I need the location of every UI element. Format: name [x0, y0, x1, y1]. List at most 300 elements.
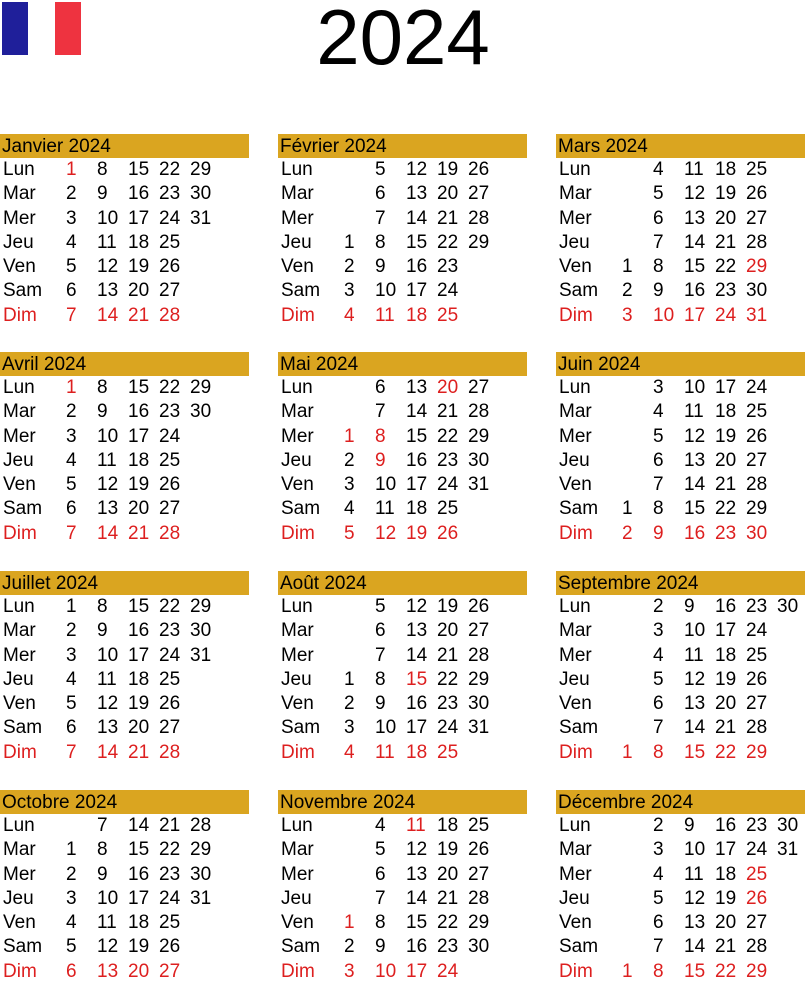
day-cell: 23: [715, 522, 737, 544]
day-cell: 19: [128, 693, 150, 715]
day-cell: 6: [653, 912, 664, 934]
day-cell: 10: [684, 839, 706, 861]
day-cell: 23: [159, 620, 181, 642]
day-cell: 19: [715, 183, 737, 205]
day-cell: 16: [715, 815, 737, 836]
day-cell: 15: [128, 159, 150, 180]
day-cell: 22: [159, 596, 181, 617]
day-cell: 19: [715, 887, 737, 909]
day-cell: 8: [653, 960, 664, 982]
day-cell: 18: [715, 863, 737, 885]
day-cell: 12: [406, 596, 428, 617]
day-cell: 23: [715, 280, 737, 302]
day-cell: 27: [159, 960, 181, 982]
day-label: Dim: [559, 304, 593, 326]
week-day-row: [278, 692, 527, 716]
week-day-row: [556, 376, 805, 400]
day-cell: 29: [468, 425, 490, 447]
day-label: Jeu: [3, 449, 34, 471]
day-label: Dim: [3, 304, 37, 326]
day-label: Sam: [559, 498, 599, 520]
day-cell: 17: [684, 304, 706, 326]
day-cell: 24: [159, 425, 181, 447]
day-cell: 25: [746, 863, 768, 885]
week-day-row: [0, 207, 249, 231]
week-day-row: [278, 304, 527, 328]
day-cell: 20: [437, 620, 459, 642]
week-day-row: [0, 863, 249, 887]
day-label: Sam: [559, 936, 599, 958]
week-day-row: [278, 522, 527, 546]
day-label: Sam: [3, 280, 43, 302]
day-cell: 8: [653, 498, 664, 520]
day-cell: 25: [468, 815, 490, 836]
day-cell: 14: [97, 741, 119, 763]
day-label: Mer: [3, 425, 36, 447]
day-cell: 29: [190, 596, 212, 617]
day-cell: 21: [715, 474, 737, 496]
day-label: Jeu: [3, 887, 34, 909]
month-header: Mars 2024: [556, 134, 805, 158]
day-cell: 15: [128, 839, 150, 861]
day-cell: 25: [746, 159, 768, 180]
day-cell: 14: [684, 231, 706, 253]
day-cell: 15: [406, 231, 428, 253]
day-cell: 7: [653, 474, 664, 496]
day-cell: 13: [684, 449, 706, 471]
day-cell: 4: [344, 304, 355, 326]
day-cell: 3: [66, 207, 77, 229]
week-day-row: [556, 279, 805, 303]
day-cell: 27: [468, 377, 490, 398]
day-cell: 3: [653, 377, 664, 398]
day-cell: 20: [715, 207, 737, 229]
day-cell: 14: [406, 207, 428, 229]
day-cell: 6: [653, 207, 664, 229]
week-day-row: [556, 400, 805, 424]
week-day-row: [556, 716, 805, 740]
day-cell: 1: [66, 159, 77, 180]
week-day-row: [278, 814, 527, 838]
month-header: Juillet 2024: [0, 571, 249, 595]
month-header: Février 2024: [278, 134, 527, 158]
day-cell: 9: [684, 815, 695, 836]
day-label: Lun: [559, 596, 591, 617]
day-cell: 4: [344, 741, 355, 763]
day-cell: 26: [746, 668, 768, 690]
day-cell: 20: [128, 280, 150, 302]
week-day-row: [556, 644, 805, 668]
day-label: Mar: [3, 401, 36, 423]
day-cell: 27: [468, 183, 490, 205]
day-cell: 15: [406, 425, 428, 447]
day-cell: 19: [128, 256, 150, 278]
day-cell: 13: [406, 377, 428, 398]
day-label: Dim: [281, 741, 315, 763]
month-block: [0, 134, 249, 344]
day-cell: 29: [190, 159, 212, 180]
day-cell: 25: [159, 449, 181, 471]
week-day-row: [278, 182, 527, 206]
day-cell: 2: [66, 863, 77, 885]
day-label: Jeu: [559, 449, 590, 471]
week-day-row: [0, 887, 249, 911]
week-day-row: [556, 838, 805, 862]
day-cell: 28: [159, 741, 181, 763]
day-cell: 6: [375, 620, 386, 642]
day-cell: 10: [653, 304, 675, 326]
day-cell: 16: [128, 620, 150, 642]
week-day-row: [0, 644, 249, 668]
month-block: [0, 571, 249, 781]
day-cell: 4: [66, 912, 77, 934]
day-cell: 11: [375, 498, 395, 520]
day-cell: 28: [746, 936, 768, 958]
day-cell: 16: [715, 596, 737, 617]
week-day-row: [278, 887, 527, 911]
week-day-row: [278, 960, 527, 984]
day-label: Mer: [559, 863, 592, 885]
day-label: Sam: [3, 717, 43, 739]
day-cell: 7: [375, 401, 386, 423]
day-cell: 14: [406, 401, 428, 423]
day-cell: 23: [746, 596, 768, 617]
day-cell: 4: [653, 401, 664, 423]
day-cell: 17: [715, 377, 737, 398]
week-day-row: [278, 716, 527, 740]
day-cell: 13: [97, 960, 119, 982]
day-cell: 2: [344, 693, 355, 715]
week-day-row: [0, 692, 249, 716]
day-cell: 10: [97, 207, 119, 229]
week-day-row: [556, 863, 805, 887]
day-cell: 8: [97, 596, 108, 617]
day-cell: 15: [406, 912, 428, 934]
day-cell: 1: [344, 912, 355, 934]
day-cell: 11: [684, 644, 704, 666]
day-cell: 28: [159, 522, 181, 544]
day-label: Ven: [559, 474, 592, 496]
day-cell: 8: [375, 668, 386, 690]
day-cell: 21: [437, 644, 459, 666]
day-cell: 11: [684, 401, 704, 423]
day-cell: 27: [746, 693, 768, 715]
day-cell: 11: [97, 668, 117, 690]
day-cell: 28: [746, 474, 768, 496]
day-cell: 17: [715, 620, 737, 642]
day-cell: 8: [375, 425, 386, 447]
day-cell: 13: [97, 280, 119, 302]
day-cell: 27: [468, 620, 490, 642]
day-cell: 23: [746, 815, 768, 836]
week-day-row: [0, 449, 249, 473]
day-cell: 16: [406, 936, 428, 958]
week-day-row: [0, 279, 249, 303]
day-cell: 20: [437, 863, 459, 885]
day-cell: 5: [653, 668, 664, 690]
month-header: Octobre 2024: [0, 790, 249, 814]
day-label: Mar: [281, 620, 314, 642]
day-cell: 21: [715, 936, 737, 958]
day-cell: 5: [66, 256, 77, 278]
week-day-row: [0, 255, 249, 279]
week-day-row: [0, 376, 249, 400]
day-cell: 27: [746, 449, 768, 471]
day-label: Mer: [3, 863, 36, 885]
day-cell: 26: [746, 183, 768, 205]
day-cell: 3: [344, 717, 355, 739]
day-cell: 18: [406, 498, 428, 520]
day-cell: 30: [190, 401, 212, 423]
day-cell: 5: [375, 596, 386, 617]
week-day-row: [278, 863, 527, 887]
month-block: [556, 790, 805, 1000]
week-day-row: [0, 231, 249, 255]
day-cell: 27: [159, 280, 181, 302]
month-block: [0, 790, 249, 1000]
week-day-row: [0, 158, 249, 182]
day-cell: 2: [622, 280, 633, 302]
day-label: Jeu: [281, 887, 312, 909]
day-label: Mer: [559, 207, 592, 229]
day-label: Mar: [281, 183, 314, 205]
day-cell: 4: [66, 668, 77, 690]
day-cell: 21: [128, 741, 150, 763]
day-cell: 24: [159, 207, 181, 229]
month-block: [556, 134, 805, 344]
day-cell: 7: [375, 644, 386, 666]
week-day-row: [278, 449, 527, 473]
day-cell: 28: [190, 815, 212, 836]
day-cell: 11: [375, 304, 395, 326]
day-label: Dim: [559, 960, 593, 982]
day-cell: 10: [375, 474, 397, 496]
day-label: Mar: [3, 839, 36, 861]
month-header: Mai 2024: [278, 352, 527, 376]
day-cell: 4: [66, 231, 77, 253]
day-cell: 12: [684, 668, 706, 690]
day-cell: 2: [653, 596, 664, 617]
month-header: Décembre 2024: [556, 790, 805, 814]
day-label: Ven: [559, 256, 592, 278]
day-cell: 21: [159, 815, 181, 836]
day-cell: 28: [746, 231, 768, 253]
day-cell: 1: [622, 256, 633, 278]
week-day-row: [278, 911, 527, 935]
month-block: [278, 571, 527, 781]
day-cell: 23: [437, 693, 459, 715]
week-day-row: [556, 158, 805, 182]
week-day-row: [278, 473, 527, 497]
day-cell: 10: [375, 717, 397, 739]
day-cell: 14: [97, 522, 119, 544]
day-label: Jeu: [281, 668, 312, 690]
day-cell: 12: [684, 183, 706, 205]
day-cell: 19: [406, 522, 428, 544]
day-cell: 17: [128, 887, 150, 909]
day-cell: 25: [746, 644, 768, 666]
week-day-row: [0, 668, 249, 692]
day-cell: 1: [622, 960, 633, 982]
day-label: Mer: [281, 207, 314, 229]
day-cell: 30: [468, 449, 490, 471]
day-cell: 28: [746, 717, 768, 739]
day-cell: 4: [653, 863, 664, 885]
week-day-row: [278, 838, 527, 862]
day-label: Sam: [559, 280, 599, 302]
day-label: Ven: [3, 474, 36, 496]
day-cell: 1: [344, 668, 355, 690]
day-cell: 18: [715, 159, 737, 180]
month-block: [278, 790, 527, 1000]
day-cell: 28: [468, 401, 490, 423]
day-cell: 30: [777, 596, 799, 617]
day-cell: 18: [128, 668, 150, 690]
week-day-row: [556, 935, 805, 959]
week-day-row: [556, 692, 805, 716]
day-cell: 22: [437, 668, 459, 690]
day-label: Sam: [3, 498, 43, 520]
day-cell: 7: [66, 741, 77, 763]
day-cell: 5: [653, 183, 664, 205]
day-cell: 19: [437, 596, 459, 617]
day-label: Mer: [559, 644, 592, 666]
day-cell: 16: [406, 256, 428, 278]
day-cell: 11: [97, 231, 117, 253]
week-day-row: [278, 279, 527, 303]
day-label: Dim: [281, 304, 315, 326]
day-cell: 2: [344, 256, 355, 278]
day-cell: 9: [653, 280, 664, 302]
day-cell: 9: [375, 449, 386, 471]
week-day-row: [556, 231, 805, 255]
day-label: Mar: [559, 401, 592, 423]
week-day-row: [0, 741, 249, 765]
day-cell: 1: [66, 596, 77, 617]
day-cell: 10: [97, 644, 119, 666]
day-cell: 16: [406, 693, 428, 715]
day-cell: 23: [159, 183, 181, 205]
day-cell: 17: [406, 717, 428, 739]
day-cell: 5: [653, 425, 664, 447]
day-label: Dim: [281, 522, 315, 544]
week-day-row: [278, 644, 527, 668]
day-cell: 24: [437, 717, 459, 739]
day-cell: 7: [66, 304, 77, 326]
week-day-row: [0, 497, 249, 521]
week-day-row: [556, 814, 805, 838]
day-cell: 20: [437, 377, 459, 398]
day-cell: 22: [159, 159, 181, 180]
day-cell: 29: [746, 498, 768, 520]
day-label: Sam: [281, 936, 321, 958]
day-label: Ven: [3, 256, 36, 278]
day-cell: 9: [375, 256, 386, 278]
week-day-row: [0, 595, 249, 619]
day-cell: 7: [653, 717, 664, 739]
day-cell: 15: [406, 668, 428, 690]
week-day-row: [278, 741, 527, 765]
day-cell: 24: [437, 280, 459, 302]
day-cell: 31: [190, 644, 212, 666]
month-header: Janvier 2024: [0, 134, 249, 158]
month-header: Avril 2024: [0, 352, 249, 376]
day-cell: 23: [437, 936, 459, 958]
day-cell: 27: [746, 912, 768, 934]
day-cell: 8: [375, 912, 386, 934]
day-cell: 26: [159, 936, 181, 958]
day-cell: 9: [684, 596, 695, 617]
month-header: Août 2024: [278, 571, 527, 595]
day-label: Ven: [281, 693, 314, 715]
day-cell: 16: [406, 449, 428, 471]
day-label: Jeu: [281, 449, 312, 471]
day-cell: 10: [684, 620, 706, 642]
day-cell: 24: [746, 839, 768, 861]
day-cell: 15: [684, 256, 706, 278]
week-day-row: [278, 207, 527, 231]
day-cell: 18: [128, 449, 150, 471]
day-label: Dim: [3, 960, 37, 982]
day-cell: 1: [622, 741, 633, 763]
day-label: Lun: [281, 159, 313, 180]
week-day-row: [278, 595, 527, 619]
day-cell: 11: [406, 815, 426, 836]
day-cell: 25: [437, 498, 459, 520]
day-cell: 17: [128, 425, 150, 447]
day-label: Jeu: [559, 887, 590, 909]
day-cell: 2: [344, 449, 355, 471]
day-cell: 29: [190, 839, 212, 861]
day-label: Lun: [281, 815, 313, 836]
week-day-row: [278, 231, 527, 255]
day-cell: 3: [66, 425, 77, 447]
day-label: Lun: [559, 815, 591, 836]
day-label: Ven: [281, 912, 314, 934]
day-cell: 21: [128, 304, 150, 326]
day-label: Mar: [559, 839, 592, 861]
day-cell: 6: [653, 449, 664, 471]
day-cell: 4: [66, 449, 77, 471]
day-cell: 6: [375, 377, 386, 398]
day-cell: 22: [159, 839, 181, 861]
day-cell: 10: [375, 280, 397, 302]
day-cell: 16: [128, 863, 150, 885]
week-day-row: [556, 595, 805, 619]
day-cell: 21: [128, 522, 150, 544]
day-cell: 20: [437, 183, 459, 205]
day-cell: 26: [159, 693, 181, 715]
week-day-row: [0, 911, 249, 935]
day-label: Dim: [3, 741, 37, 763]
day-cell: 2: [622, 522, 633, 544]
week-day-row: [278, 935, 527, 959]
day-cell: 11: [375, 741, 395, 763]
week-day-row: [556, 207, 805, 231]
day-cell: 13: [406, 620, 428, 642]
day-cell: 26: [468, 159, 490, 180]
day-cell: 5: [344, 522, 355, 544]
day-label: Lun: [281, 596, 313, 617]
day-cell: 5: [66, 474, 77, 496]
day-cell: 19: [715, 668, 737, 690]
day-cell: 21: [437, 401, 459, 423]
day-cell: 12: [406, 159, 428, 180]
day-cell: 23: [437, 256, 459, 278]
week-day-row: [0, 425, 249, 449]
week-day-row: [0, 619, 249, 643]
day-cell: 14: [406, 644, 428, 666]
